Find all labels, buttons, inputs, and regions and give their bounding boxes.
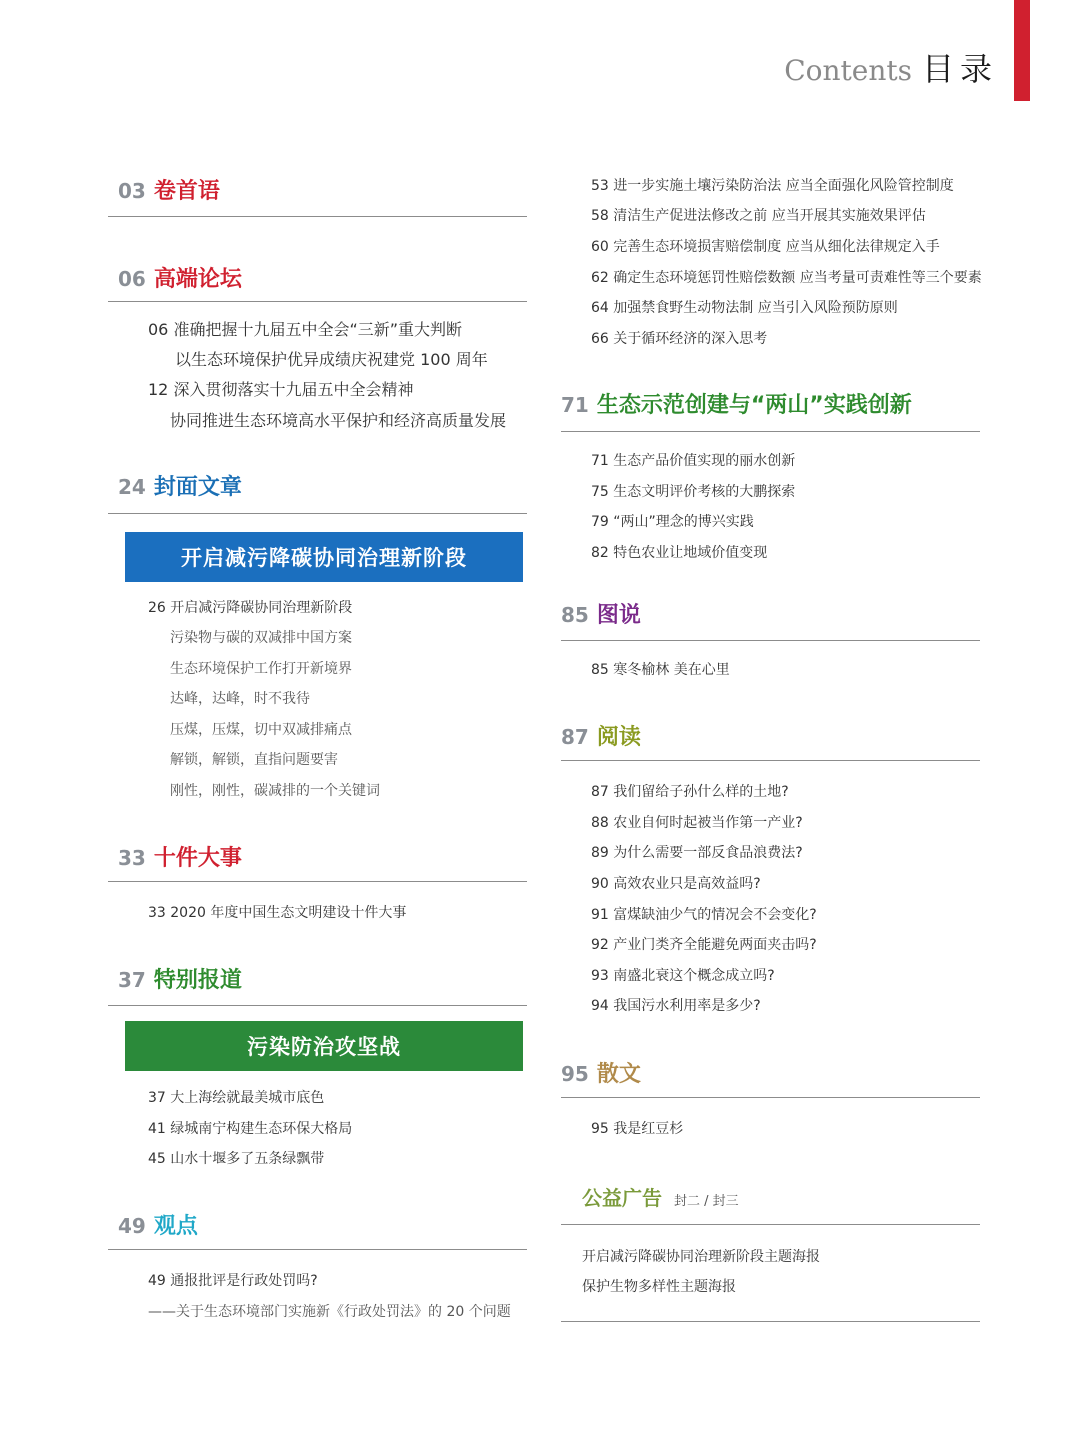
section-title: 特别报道 xyxy=(153,968,242,993)
section-95[interactable] xyxy=(561,1057,641,1093)
special-report-banner[interactable]: 污染防治攻坚战 xyxy=(125,1021,523,1071)
section-number: 87 xyxy=(561,725,589,749)
section-number: 85 xyxy=(561,603,589,627)
toc-entry[interactable]: 85 寒冬榆林 美在心里 xyxy=(591,662,730,678)
toc-entry[interactable]: 37 大上海绘就最美城市底色 xyxy=(148,1090,325,1106)
divider xyxy=(561,1321,980,1322)
divider xyxy=(561,640,980,641)
divider xyxy=(108,513,527,514)
toc-entry[interactable]: 66 关于循环经济的深入思考 xyxy=(591,331,768,347)
section-number: 03 xyxy=(118,179,146,203)
toc-entry-subtitle[interactable]: 压煤，压煤，切中双减排痛点 xyxy=(170,722,352,738)
section-06[interactable] xyxy=(118,262,242,298)
section-03[interactable] xyxy=(118,174,220,210)
toc-entry[interactable]: 95 我是红豆杉 xyxy=(591,1121,684,1137)
section-number: 71 xyxy=(561,393,589,417)
section-71[interactable] xyxy=(561,388,912,424)
toc-entry-subtitle[interactable]: 生态环境保护工作打开新境界 xyxy=(170,661,352,677)
toc-entry-subtitle[interactable]: 解锁，解锁，直指问题要害 xyxy=(170,752,338,768)
divider xyxy=(108,216,527,217)
toc-entry[interactable]: 88 农业自何时起被当作第一产业? xyxy=(591,815,803,831)
toc-entry[interactable]: 41 绿城南宁构建生态环保大格局 xyxy=(148,1121,353,1137)
toc-entry[interactable]: 06 准确把握十九届五中全会“三新”重大判断 xyxy=(148,320,463,339)
divider xyxy=(108,1249,527,1250)
section-title: 封面文章 xyxy=(153,475,242,500)
toc-entry[interactable]: 49 通报批评是行政处罚吗? xyxy=(148,1273,318,1289)
toc-entry[interactable]: 92 产业门类齐全能避免两面夹击吗? xyxy=(591,937,817,953)
section-number: 33 xyxy=(118,846,146,870)
section-number: 37 xyxy=(118,968,146,992)
ads-pages: 封二 / 封三 xyxy=(674,1194,739,1209)
divider xyxy=(108,1005,527,1006)
toc-entry[interactable]: 62 确定生态环境惩罚性赔偿数额 应当考量可责难性等三个要素 xyxy=(591,270,982,286)
toc-entry-subtitle[interactable]: ——关于生态环境部门实施新《行政处罚法》的 20 个问题 xyxy=(148,1304,511,1320)
section-title: 高端论坛 xyxy=(153,267,242,292)
toc-entry[interactable]: 12 深入贯彻落实十九届五中全会精神 xyxy=(148,380,414,399)
toc-entry[interactable]: 58 清洁生产促进法修改之前 应当开展其实施效果评估 xyxy=(591,208,926,224)
section-title: 观点 xyxy=(153,1214,198,1239)
toc-entry-subtitle[interactable]: 协同推进生态环境高水平保护和经济高质量发展 xyxy=(170,411,507,430)
toc-entry[interactable]: 91 富煤缺油少气的情况会不会变化? xyxy=(591,907,817,923)
ad-entry[interactable]: 开启减污降碳协同治理新阶段主题海报 xyxy=(582,1249,820,1265)
toc-entry[interactable]: 82 特色农业让地域价值变现 xyxy=(591,545,768,561)
contents-header xyxy=(784,44,998,90)
toc-entry[interactable]: 45 山水十堰多了五条绿飘带 xyxy=(148,1151,325,1167)
toc-entry[interactable]: 60 完善生态环境损害赔偿制度 应当从细化法律规定入手 xyxy=(591,239,940,255)
public-ads-heading[interactable] xyxy=(582,1182,739,1211)
toc-entry-subtitle[interactable]: 污染物与碳的双减排中国方案 xyxy=(170,630,352,646)
toc-entry[interactable]: 94 我国污水利用率是多少? xyxy=(591,998,761,1014)
section-title: 卷首语 xyxy=(153,179,220,204)
divider xyxy=(108,881,527,882)
toc-entry[interactable]: 87 我们留给子孙什么样的土地? xyxy=(591,784,789,800)
toc-entry[interactable]: 71 生态产品价值实现的丽水创新 xyxy=(591,453,796,469)
divider xyxy=(561,431,980,432)
toc-entry-subtitle[interactable]: 达峰，达峰，时不我待 xyxy=(170,691,310,707)
section-37[interactable] xyxy=(118,963,242,999)
toc-entry-subtitle[interactable]: 以生态环境保护优异成绩庆祝建党 100 周年 xyxy=(175,350,488,369)
toc-entry[interactable]: 93 南盛北衰这个概念成立吗? xyxy=(591,968,775,984)
divider xyxy=(108,301,527,302)
section-24[interactable] xyxy=(118,470,242,506)
section-title: 散文 xyxy=(596,1062,641,1087)
section-number: 24 xyxy=(118,475,146,499)
header-en-title: Contents xyxy=(784,54,912,87)
toc-entry[interactable]: 64 加强禁食野生动物法制 应当引入风险预防原则 xyxy=(591,300,898,316)
divider xyxy=(561,760,980,761)
toc-entry[interactable]: 90 高效农业只是高效益吗? xyxy=(591,876,761,892)
toc-entry[interactable]: 26 开启减污降碳协同治理新阶段 xyxy=(148,600,353,616)
divider xyxy=(561,1224,980,1225)
section-number: 06 xyxy=(118,267,146,291)
ad-entry[interactable]: 保护生物多样性主题海报 xyxy=(582,1279,736,1295)
section-title: 生态示范创建与“两山”实践创新 xyxy=(596,393,912,418)
section-33[interactable] xyxy=(118,841,242,877)
toc-entry-subtitle[interactable]: 刚性，刚性，碳减排的一个关键词 xyxy=(170,783,380,799)
section-number: 49 xyxy=(118,1214,146,1238)
toc-entry[interactable]: 75 生态文明评价考核的大鹏探索 xyxy=(591,484,796,500)
ads-title: 公益广告 xyxy=(582,1186,662,1210)
section-title: 阅读 xyxy=(596,725,641,750)
section-87[interactable] xyxy=(561,720,641,756)
header-zh-title: 目录 xyxy=(921,50,998,88)
cover-story-banner[interactable]: 开启减污降碳协同治理新阶段 xyxy=(125,532,523,582)
divider xyxy=(561,1097,980,1098)
toc-entry[interactable]: 33 2020 年度中国生态文明建设十件大事 xyxy=(148,905,407,921)
red-corner-bar xyxy=(1014,0,1030,101)
section-title: 图说 xyxy=(596,603,641,628)
toc-entry[interactable]: 79 “两山”理念的博兴实践 xyxy=(591,514,754,530)
toc-entry[interactable]: 89 为什么需要一部反食品浪费法? xyxy=(591,845,803,861)
section-number: 95 xyxy=(561,1062,589,1086)
toc-entry[interactable]: 53 进一步实施土壤污染防治法 应当全面强化风险管控制度 xyxy=(591,178,954,194)
section-title: 十件大事 xyxy=(153,846,242,871)
section-49[interactable] xyxy=(118,1209,198,1245)
section-85[interactable] xyxy=(561,598,641,634)
